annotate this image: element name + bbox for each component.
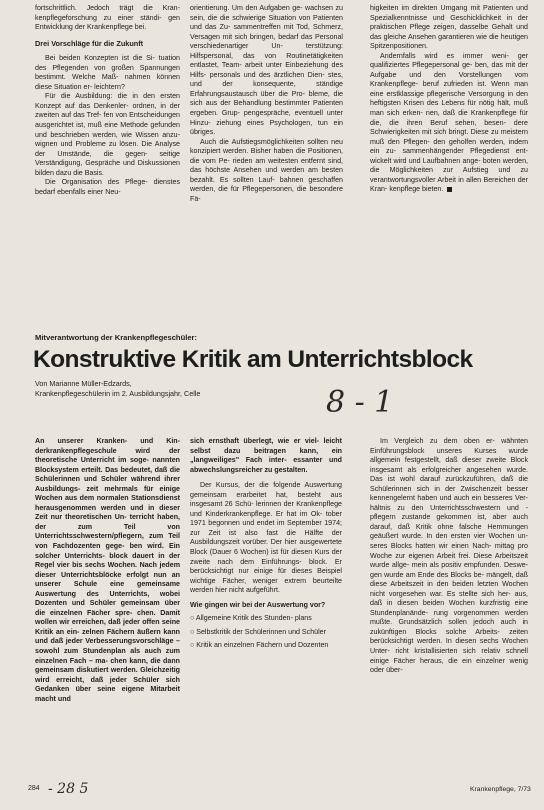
top-col2-paragraph-2: Auch die Aufstiegsmöglichkeiten sollten neu konzipiert werden. Bisher haben die Positionen, die vom Pe- rieden am weitesten entfernt sind, das höchste Ansehen und werden am besten bezahlt. Es sollten Lauf- bahnen geschaffen werden, die für Pflegepersonen, die besondere Fä-	[190, 137, 343, 203]
top-col3-paragraph-2: Andernfalls wird es immer weni- ger qualifiziertes Pflegepersonal ge- ben, das mit der Aufgabe und den Vorstellungen vom Krankenpflege- beruf zufrieden ist. Wenn man eine erstklassige pflegerische Versorgung in den heftigsten Krisen des Lebens für nötig hält, muß man sich erken- nen, daß die Krankenpflege für die, die ihren Beruf sehen, besen- dere Schwierigkeiten mit sich bringt. Diese zu meistern muß den Pflegen- den geholfen werden, indem ein zu- sammenhängender Pflegedienst ent- wickelt wird und Laufbahnen ange- boten werden, die Möglichkeiten zur Aufstieg und zu verantwortungsvoller Arbeit in allen Bereichen der Kran- kenpflege bieten.	[370, 51, 528, 194]
top-column-2	[190, 4, 343, 204]
handwritten-note-text: 8 - 1	[326, 385, 394, 420]
top-col1-paragraph-1: Bei beiden Konzepten ist die Si- tuation des Pflegenden von großen Spannungen bestimmt. Welche Maß- nahmen können diese Situation er- leichtern?	[35, 54, 180, 91]
article-column-2	[190, 437, 342, 651]
publication-source: Krankenpflege, 7/73	[470, 786, 531, 793]
article-column-3	[370, 437, 528, 676]
top-column-3	[370, 4, 528, 195]
top-col3-paragraph-1: higkeiten im direkten Umgang mit Patienten und Spezialkenntnisse und Geschicklichkeit in der praktischen Pflege zeigen, dasselbe Gehalt und das gleiche Ansehen garantieren wie die heutigen Spitzenpositionen.	[370, 4, 528, 51]
top-column-1	[35, 4, 180, 197]
handwritten-page-number	[46, 778, 89, 797]
end-of-article-mark	[447, 187, 452, 192]
byline-author: Von Marianne Müller-Edzards,	[35, 379, 132, 388]
option-item-3: ○ Kritik an einzelnen Fächern und Dozenten	[190, 641, 329, 650]
subheading-auswertung: Wie gingen wir bei der Auswertung vor?	[190, 600, 326, 609]
page-number: 284	[28, 785, 40, 792]
option-item-1: ○ Allgemeine Kritik des Stunden- plans	[190, 614, 312, 623]
option-item-2: ○ Selbstkritik der Schülerinnen und Schüler	[190, 627, 326, 636]
article-byline	[35, 379, 200, 398]
section-heading-drei-vorschlaege: Drei Vorschläge für die Zukunft	[35, 38, 144, 48]
article-col2-body: Der Kursus, der die folgende Auswertung gemeinsam erarbeitet hat, besteht aus insgesamt 26 Schü- lerinnen der Krankenpflege und Kinderkrankenpflege. Er hat im Ok- tober 1971 begonnen und endet im September 1974; zur Zeit ist also fast die Hälfte der Ausbildungszeit vorüber. Der hier ausgewertete Block (Dauer 6 Wochen) ist für diesen Kurs der zweite nach dem Einführungs- block. Er berücksichtigt nur einige für dieses Beispiel wichtige Fächer, weniger extrem beurteilte werden hier nicht aufgeführt.	[190, 481, 342, 595]
handwritten-page-number-text: - 28 5	[48, 781, 89, 797]
top-col2-paragraph-1: orientierung. Um den Aufgaben ge- wachsen zu sein, die die schwierige Situation von Patienten und das Zu- sammentreffen mit Tod, Schmerz, Versagen mit sich bringen, bedarf das Personal verschiedenartiger Un- terstützung: Hilfspersonal, das von Routinetätigkeiten entlastet, Team- arbeit unter Einbeziehung des Hilfs- personals und des ärztlichen Dien- stes, und der konsequente, ständige Erfahrungsaustausch über die Pro- bleme, die sich aus der Behandlung bestimmter Patienten ergeben. Grup- pengespräche, eventuell unter Hinzu- ziehung eines Psychologen, tun ein übriges.	[190, 4, 343, 137]
handwritten-note	[322, 380, 394, 420]
article-col3-text: Im Vergleich zu dem oben er- wähnten Einführungsblock unseres Kurses wurde allgemein festgestellt, daß dieser zweite Block insgesamt als erfolgreicher angesehen wurde. Das ist wohl darauf zurückzuführen, daß die Schülerinnen sich in der Zwischenzeit besser kennengelernt haben und auch ein besseres Ver- hältnis zu den Unterrichtsschwestern und -pflegern zustande gekommen ist, aber auch darauf, daß Kritik ohne falsche Hemmungen geäußert wurde. In den ersten vier Wochen un- seres Blocks hatten wir einen Nach- mittag pro Woche zur eigenen Arbeit frei. Diese Arbeitszeit wurde allge- mein als positiv empfunden. Deswe- gen wurde am Ende des Blocks be- mängelt, daß diese Arbeitszeit in den beiden letzten Wochen nicht vorgesehen war. Es stellte sich her- aus, daß in diesen beiden Wochen kurzfristig eine Stundenplanände- rung vorgenommen werden mußte. Grundsätzlich sollen jedoch auch in zukünftigen Blocks solche Arbeits- zeiten berücksichtigt werden. In diesen sechs Wochen Unter- richt kristallisierten sich relativ schnell einige Fächer heraus, die ein einzelner wenig oder über-	[370, 437, 528, 675]
top-col1-paragraph-2: Für die Ausbildung: die in den ersten Konzept auf das Denkenler- ordnen, in der zweiten auf das Tref- fen von Entscheidungen ausgerichtet ist, muß eine Methode gefunden und beschrieben werden, wie Wissen anzu- wignen und Probleme zu lösen. Die Analyse der Umstände, die gegen- seitige Verständigung, Gespräche und Diskussionen bilden dazu die Basis.	[35, 92, 180, 177]
article-headline: Konstruktive Kritik am Unterrichtsblock	[33, 346, 473, 373]
top-col1-intro: fortschrittlich. Jedoch trägt die Kran- kenpflegeforschung zu einer ständi- gen Entwicklung der Krankenpflege bei.	[35, 4, 180, 32]
article-col1-text: An unserer Kranken- und Kin- derkrankenpflegeschule wird der theoretische Unterricht im soge- nannten Blocksystem erteilt. Das bedeutet, daß die Schülerinnen und Schüler während ihrer Ausbildungs- zeit mehrmals für einige Wochen aus dem normalen Stationsdienst herausgenommen werden und in dieser Zeit nur theoretischen Un- terricht haben, der zum Teil von Unterrichtsschwestern/pflegern, zum Teil von Fachdozenten gege- ben wird. Ein solcher Unterrichts- block dauert in der Regel vier bis sechs Wochen. Nach jedem dieser Unterrichtsblöcke erfolgt nun an unserer Schule eine gemeinsame Auswertung des Unterrichts, wobei Dozenten und Schüler gemeinsam über die einzelnen Fächer spre- chen. Damit wollen wir erreichen, daß jeder offen seine Kritik an ein- zelnen Fächern äußern kann und daß jeder Verbesserungsvorschläge – sowohl zum Stundenplan als auch zum einzelnen Fach – ma- chen kann, die dann gemeinsam diskutiert werden. Gleichzeitig wird erreicht, daß jeder Schüler sich Gedanken über seine eigene Mitarbeit macht und	[35, 437, 180, 703]
article-col2-lead: sich ernsthaft überlegt, wie er viel- leicht selbst dazu beitragen kann, ein „langweiliges" Fach inter- essanter und abwechslungsreicher zu gestalten.	[190, 437, 342, 474]
top-col1-paragraph-3: Die Organisation des Pflege- dienstes bedarf ebenfalls einer Neu-	[35, 178, 180, 196]
byline-role: Krankenpflegeschülerin im 2. Ausbildungsjahr, Celle	[35, 388, 201, 398]
article-column-1	[35, 437, 180, 704]
article-kicker: Mitverantwortung der Krankenpflegeschüler:	[35, 333, 198, 342]
